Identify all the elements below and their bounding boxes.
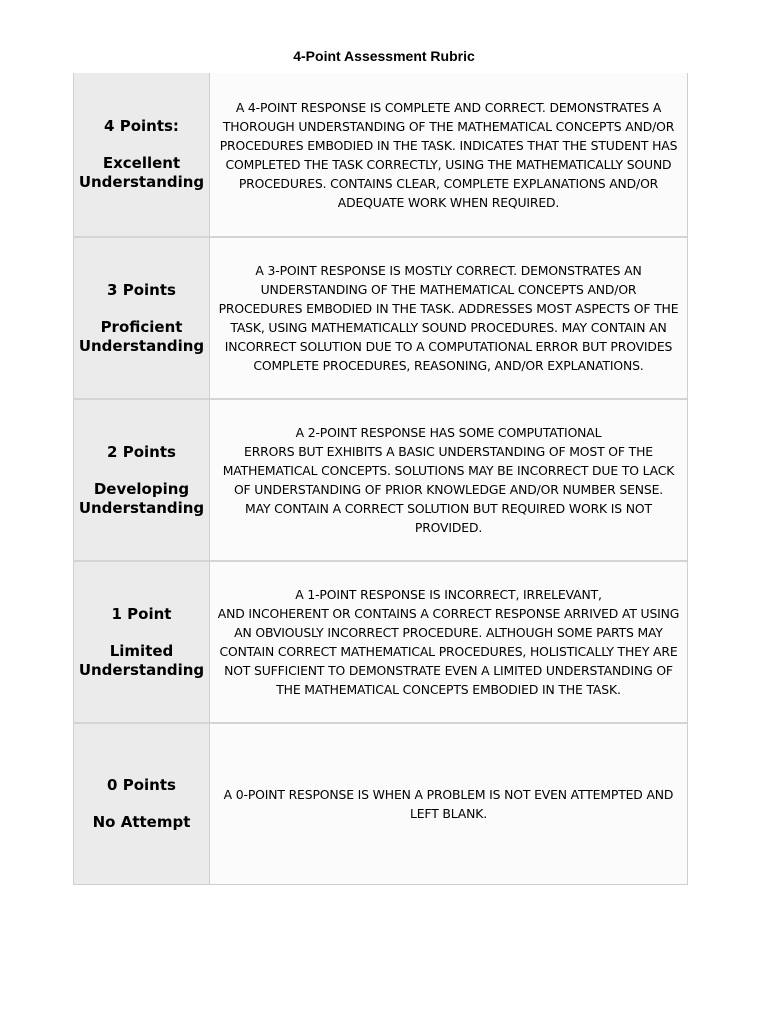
score-label-cell xyxy=(74,724,210,884)
points-label: 2 Points xyxy=(107,442,176,461)
points-label: 3 Points xyxy=(107,280,176,299)
description-cell xyxy=(210,400,687,560)
description-text: A 3-POINT RESPONSE IS MOSTLY CORRECT. DEMONSTRATES AN UNDERSTANDING OF THE MATHEMATICAL CONCEPTS AND/OR PROCEDURES EMBODIED IN THE TASK. ADDRESSES MOST ASPECTS OF THE TASK, USING MATHEMATICALLY SOUND PROCEDURES. MAY CONTAIN AN INCORRECT SOLUTION DUE TO A COMPUTATIONAL ERROR BUT PROVIDES COMPLETE PROCEDURES, REASONING, AND/OR EXPLANATIONS. xyxy=(218,263,679,373)
score-label-cell xyxy=(74,562,210,722)
score-label-cell xyxy=(74,73,210,236)
description-cell xyxy=(210,238,687,398)
score-label-cell xyxy=(74,400,210,560)
rubric-table xyxy=(73,73,688,885)
description-cell xyxy=(210,562,687,722)
rubric-row-0-points xyxy=(74,722,687,884)
description-text: A 4-POINT RESPONSE IS COMPLETE AND CORRECT. DEMONSTRATES A THOROUGH UNDERSTANDING OF THE MATHEMATICAL CONCEPTS AND/OR PROCEDURES EMBODIED IN THE TASK. INDICATES THAT THE STUDENT HAS COMPLETED THE TASK CORRECTLY, USING THE MATHEMATICALLY SOUND PROCEDURES. CONTAINS CLEAR, COMPLETE EXPLANATIONS AND/OR ADEQUATE WORK WHEN REQUIRED. xyxy=(219,99,678,210)
rubric-row-1-point xyxy=(74,560,687,722)
description-cell xyxy=(210,724,687,884)
points-label: 0 Points xyxy=(107,776,176,794)
level-label: Excellent Understanding xyxy=(78,154,205,191)
points-label: 4 Points: xyxy=(104,117,179,135)
description-text: A 0-POINT RESPONSE IS WHEN A PROBLEM IS NOT EVEN ATTEMPTED AND LEFT BLANK. xyxy=(223,787,674,821)
level-label: Developing Understanding xyxy=(78,479,205,517)
level-label: Proficient Understanding xyxy=(78,317,205,355)
description-cell xyxy=(210,73,687,236)
level-label: Limited Understanding xyxy=(78,641,205,679)
rubric-row-4-points xyxy=(74,73,687,236)
rubric-row-3-points xyxy=(74,236,687,398)
rubric-row-2-points xyxy=(74,398,687,560)
description-text: A 2-POINT RESPONSE HAS SOME COMPUTATIONAL ERRORS BUT EXHIBITS A BASIC UNDERSTANDING OF MOST OF THE MATHEMATICAL CONCEPTS. SOLUTIONS MAY BE INCORRECT DUE TO LACK OF UNDERSTANDING OF PRIOR KNOWLEDGE AND/OR NUMBER SENSE. MAY CONTAIN A CORRECT SOLUTION BUT REQUIRED WORK IS NOT PROVIDED. xyxy=(222,425,675,535)
description-text: A 1-POINT RESPONSE IS INCORRECT, IRRELEVANT, AND INCOHERENT OR CONTAINS A CORRECT RESPONSE ARRIVED AT USING AN OBVIOUSLY INCORRECT PROCEDURE. ALTHOUGH SOME PARTS MAY CONTAIN CORRECT MATHEMATICAL PROCEDURES, HOLISTICALLY THEY ARE NOT SUFFICIENT TO DEMONSTRATE EVEN A LIMITED UNDERSTANDING OF THE MATHEMATICAL CONCEPTS EMBODIED IN THE TASK. xyxy=(217,587,680,697)
page-title: 4-Point Assessment Rubric xyxy=(293,48,475,64)
level-label: No Attempt xyxy=(92,813,191,831)
points-label: 1 Point xyxy=(111,604,172,623)
score-label-cell xyxy=(74,238,210,398)
